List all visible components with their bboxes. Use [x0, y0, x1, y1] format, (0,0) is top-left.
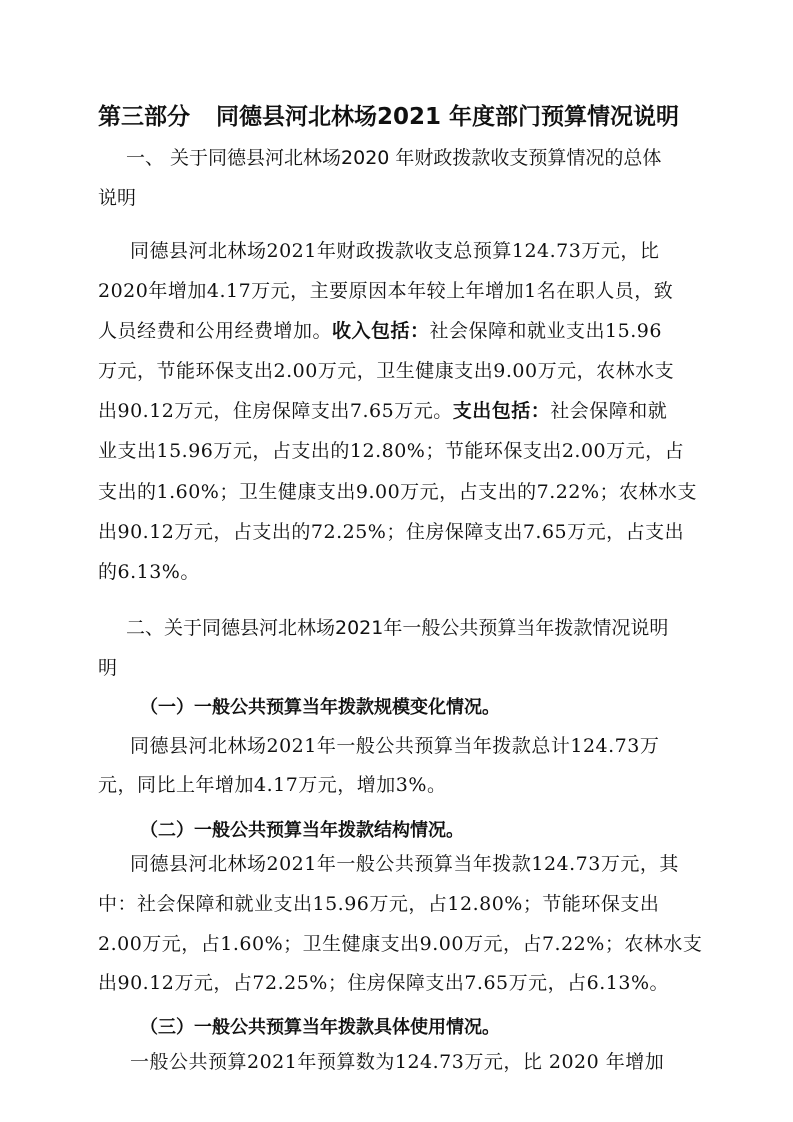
section1-body-line: 万元，节能环保支出2.00万元，卫生健康支出9.00万元，农林水支 — [98, 360, 675, 382]
text-run: 人员经费和公用经费增加。 — [98, 320, 333, 342]
subsection1-body-line: 元，同比上年增加4.17万元，增加3%。 — [98, 774, 447, 796]
income-label: 收入包括： — [332, 320, 430, 342]
text-run: 出90.12万元，住房保障支出7.65万元。 — [98, 400, 453, 422]
title-text: 同德县河北林场2021 年度部门预算情况说明 — [216, 104, 680, 130]
subsection2-body-line: 出90.12万元，占72.25%；住房保障支出7.65万元，占6.13%。 — [98, 972, 670, 994]
section1-body-line — [98, 316, 662, 343]
subsection1-body-line: 同德县河北林场2021年一般公共预算当年拨款总计124.73万 — [130, 735, 660, 757]
section1-heading-line1: 一、 关于同德县河北林场2020 年财政拨款收支预算情况的总体 — [126, 147, 662, 169]
subsection3-body-line: 一般公共预算2021年预算数为124.73万元，比 2020 年增加 — [130, 1051, 665, 1073]
section1-body-line: 同德县河北林场2021年财政拨款收支总预算124.73万元，比 — [130, 240, 660, 262]
subsection2-heading: （二）一般公共预算当年拨款结构情况。 — [140, 820, 464, 841]
part-label: 第三部分 — [98, 104, 190, 130]
subsection2-body-line: 中：社会保障和就业支出15.96万元，占12.80%；节能环保支出 — [98, 893, 660, 915]
subsection3-heading: （三）一般公共预算当年拨款具体使用情况。 — [140, 1017, 500, 1038]
section1-body-line: 业支出15.96万元，占支出的12.80%；节能环保支出2.00万元，占 — [98, 440, 685, 462]
section2-heading-line1: 二、关于同德县河北林场2021年一般公共预算当年拨款情况说明 — [126, 617, 669, 639]
subsection1-heading: （一）一般公共预算当年拨款规模变化情况。 — [140, 697, 500, 718]
section1-heading-line2: 说明 — [98, 187, 137, 209]
text-run: 社会保障和就 — [550, 400, 668, 422]
text-run: 社会保障和就业支出15.96 — [429, 320, 662, 342]
section1-body-line: 2020年增加4.17万元，主要原因本年较上年增加1名在职人员，致 — [98, 280, 674, 302]
section1-body-line: 支出的1.60%；卫生健康支出9.00万元，占支出的7.22%；农林水支 — [98, 481, 698, 503]
expense-label: 支出包括： — [452, 400, 551, 422]
subsection2-body-line: 2.00万元，占1.60%；卫生健康支出9.00万元，占7.22%；农林水支 — [98, 933, 703, 955]
section1-body-line: 出90.12万元，占支出的72.25%；住房保障支出7.65万元，占支出 — [98, 521, 685, 543]
section1-body-line: 的6.13%。 — [98, 561, 200, 583]
subsection2-body-line: 同德县河北林场2021年一般公共预算当年拨款124.73万元，其 — [130, 853, 679, 875]
page-title — [98, 98, 679, 131]
section1-body-line — [98, 396, 667, 423]
section2-heading-line2: 明 — [98, 657, 118, 679]
